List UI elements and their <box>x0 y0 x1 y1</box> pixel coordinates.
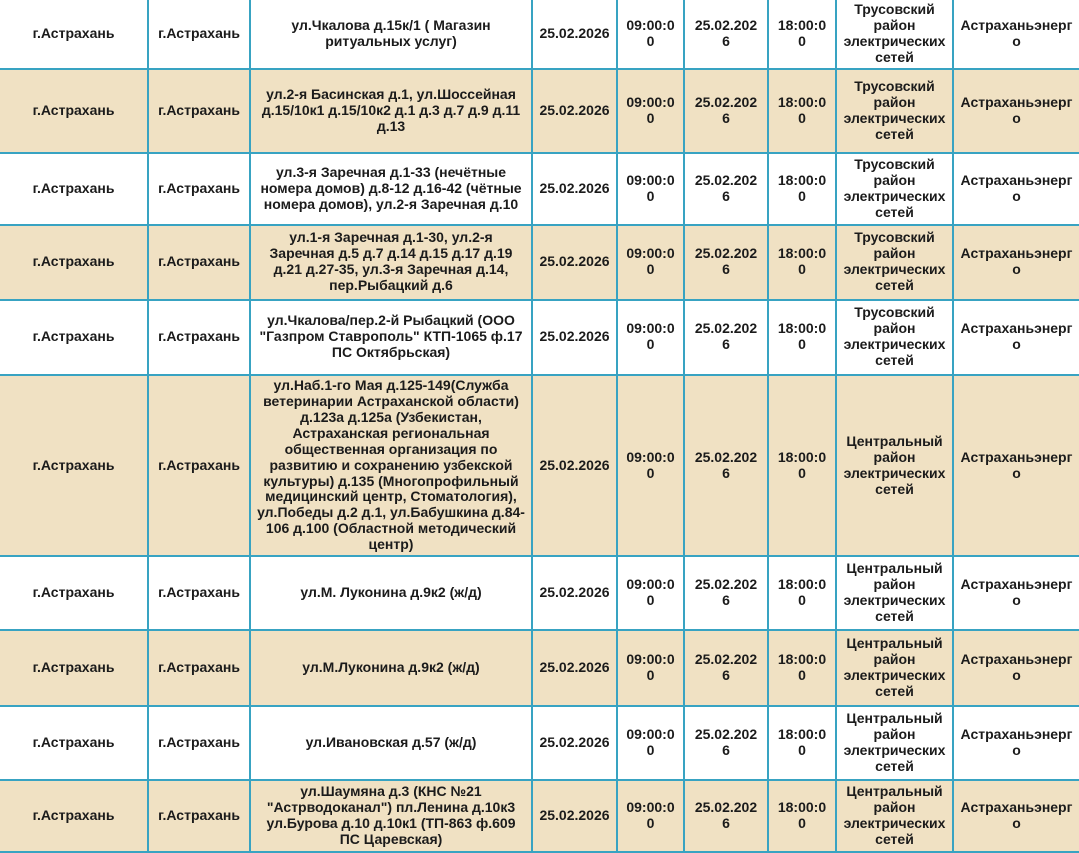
cell-end-time: 18:00:00 <box>768 375 836 556</box>
cell-start-time: 09:00:00 <box>617 630 684 706</box>
cell-district: Центральный район электрических сетей <box>836 780 953 852</box>
cell-region: г.Астрахань <box>0 300 148 375</box>
table-row <box>0 300 1079 375</box>
cell-start-date: 25.02.2026 <box>532 630 617 706</box>
cell-city: г.Астрахань <box>148 556 250 630</box>
cell-region: г.Астрахань <box>0 0 148 69</box>
cell-region: г.Астрахань <box>0 780 148 852</box>
cell-city: г.Астрахань <box>148 225 250 300</box>
cell-provider: Астраханьэнерго <box>953 706 1079 780</box>
cell-city: г.Астрахань <box>148 153 250 225</box>
table-row <box>0 630 1079 706</box>
cell-end-date: 25.02.2026 <box>684 375 768 556</box>
cell-start-date: 25.02.2026 <box>532 225 617 300</box>
cell-district: Трусовский район электрических сетей <box>836 225 953 300</box>
cell-address: ул.Чкалова/пер.2-й Рыбацкий (ООО "Газпром Ставрополь" КТП-1065 ф.17 ПС Октябрьская) <box>250 300 532 375</box>
cell-region: г.Астрахань <box>0 630 148 706</box>
cell-city: г.Астрахань <box>148 300 250 375</box>
cell-start-time: 09:00:00 <box>617 69 684 153</box>
cell-district: Трусовский район электрических сетей <box>836 0 953 69</box>
cell-provider: Астраханьэнерго <box>953 780 1079 852</box>
cell-district: Центральный район электрических сетей <box>836 706 953 780</box>
cell-end-time: 18:00:00 <box>768 780 836 852</box>
cell-address: ул.Чкалова д.15к/1 ( Магазин ритуальных услуг) <box>250 0 532 69</box>
cell-region: г.Астрахань <box>0 153 148 225</box>
cell-address: ул.М. Луконина д.9к2 (ж/д) <box>250 556 532 630</box>
cell-end-time: 18:00:00 <box>768 706 836 780</box>
cell-district: Центральный район электрических сетей <box>836 630 953 706</box>
cell-start-date: 25.02.2026 <box>532 375 617 556</box>
cell-start-date: 25.02.2026 <box>532 153 617 225</box>
cell-start-date: 25.02.2026 <box>532 300 617 375</box>
cell-start-date: 25.02.2026 <box>532 556 617 630</box>
cell-city: г.Астрахань <box>148 375 250 556</box>
cell-start-time: 09:00:00 <box>617 300 684 375</box>
cell-end-time: 18:00:00 <box>768 0 836 69</box>
table-row <box>0 69 1079 153</box>
cell-start-time: 09:00:00 <box>617 225 684 300</box>
cell-region: г.Астрахань <box>0 375 148 556</box>
cell-region: г.Астрахань <box>0 706 148 780</box>
cell-end-date: 25.02.2026 <box>684 706 768 780</box>
cell-city: г.Астрахань <box>148 706 250 780</box>
cell-end-date: 25.02.2026 <box>684 225 768 300</box>
cell-region: г.Астрахань <box>0 225 148 300</box>
cell-provider: Астраханьэнерго <box>953 153 1079 225</box>
cell-region: г.Астрахань <box>0 69 148 153</box>
cell-address: ул.2-я Басинская д.1, ул.Шоссейная д.15/10к1 д.15/10к2 д.1 д.3 д.7 д.9 д.11 д.13 <box>250 69 532 153</box>
cell-end-date: 25.02.2026 <box>684 780 768 852</box>
cell-end-date: 25.02.2026 <box>684 0 768 69</box>
cell-start-time: 09:00:00 <box>617 780 684 852</box>
cell-city: г.Астрахань <box>148 0 250 69</box>
cell-start-time: 09:00:00 <box>617 0 684 69</box>
cell-district: Центральный район электрических сетей <box>836 556 953 630</box>
cell-provider: Астраханьэнерго <box>953 375 1079 556</box>
cell-end-time: 18:00:00 <box>768 556 836 630</box>
table-row <box>0 375 1079 556</box>
cell-district: Центральный район электрических сетей <box>836 375 953 556</box>
cell-start-time: 09:00:00 <box>617 556 684 630</box>
cell-provider: Астраханьэнерго <box>953 69 1079 153</box>
cell-address: ул.М.Луконина д.9к2 (ж/д) <box>250 630 532 706</box>
cell-end-date: 25.02.2026 <box>684 153 768 225</box>
cell-provider: Астраханьэнерго <box>953 630 1079 706</box>
cell-end-date: 25.02.2026 <box>684 556 768 630</box>
cell-end-time: 18:00:00 <box>768 153 836 225</box>
cell-start-date: 25.02.2026 <box>532 69 617 153</box>
cell-district: Трусовский район электрических сетей <box>836 69 953 153</box>
table-row <box>0 556 1079 630</box>
table-row <box>0 780 1079 852</box>
cell-end-date: 25.02.2026 <box>684 630 768 706</box>
cell-start-date: 25.02.2026 <box>532 0 617 69</box>
table-row <box>0 0 1079 69</box>
table-row <box>0 153 1079 225</box>
cell-start-time: 09:00:00 <box>617 706 684 780</box>
cell-provider: Астраханьэнерго <box>953 300 1079 375</box>
cell-district: Трусовский район электрических сетей <box>836 153 953 225</box>
cell-provider: Астраханьэнерго <box>953 0 1079 69</box>
cell-end-time: 18:00:00 <box>768 630 836 706</box>
cell-start-date: 25.02.2026 <box>532 706 617 780</box>
cell-end-time: 18:00:00 <box>768 69 836 153</box>
cell-provider: Астраханьэнерго <box>953 556 1079 630</box>
cell-city: г.Астрахань <box>148 630 250 706</box>
cell-end-time: 18:00:00 <box>768 300 836 375</box>
cell-start-time: 09:00:00 <box>617 375 684 556</box>
cell-district: Трусовский район электрических сетей <box>836 300 953 375</box>
table-row <box>0 225 1079 300</box>
cell-address: ул.1-я Заречная д.1-30, ул.2-я Заречная д.5 д.7 д.14 д.15 д.17 д.19 д.21 д.27-35, ул.3-я Заречная д.14, пер.Рыбацкий д.6 <box>250 225 532 300</box>
cell-address: ул.Ивановская д.57 (ж/д) <box>250 706 532 780</box>
cell-provider: Астраханьэнерго <box>953 225 1079 300</box>
cell-address: ул.Шаумяна д.3 (КНС №21 "Астрводоканал") пл.Ленина д.10к3 ул.Бурова д.10 д.10к1 (ТП-863 ф.609 ПС Царевская) <box>250 780 532 852</box>
cell-city: г.Астрахань <box>148 69 250 153</box>
cell-end-time: 18:00:00 <box>768 225 836 300</box>
cell-address: ул.Наб.1-го Мая д.125-149(Служба ветеринарии Астраханской области) д.123а д.125а (Узбекистан, Астраханская региональная общественная организация по развитию и сохранению узбекской культуры) д.135 (Многопрофильный медицинский центр, Стоматология), ул.Победы д.2 д.1, ул.Бабушкина д.84-106 д.100 (Областной методический центр) <box>250 375 532 556</box>
cell-end-date: 25.02.2026 <box>684 69 768 153</box>
cell-start-date: 25.02.2026 <box>532 780 617 852</box>
cell-address: ул.3-я Заречная д.1-33 (нечётные номера домов) д.8-12 д.16-42 (чётные номера домов), ул.2-я Заречная д.10 <box>250 153 532 225</box>
cell-city: г.Астрахань <box>148 780 250 852</box>
cell-start-time: 09:00:00 <box>617 153 684 225</box>
cell-end-date: 25.02.2026 <box>684 300 768 375</box>
cell-region: г.Астрахань <box>0 556 148 630</box>
table-row <box>0 706 1079 780</box>
